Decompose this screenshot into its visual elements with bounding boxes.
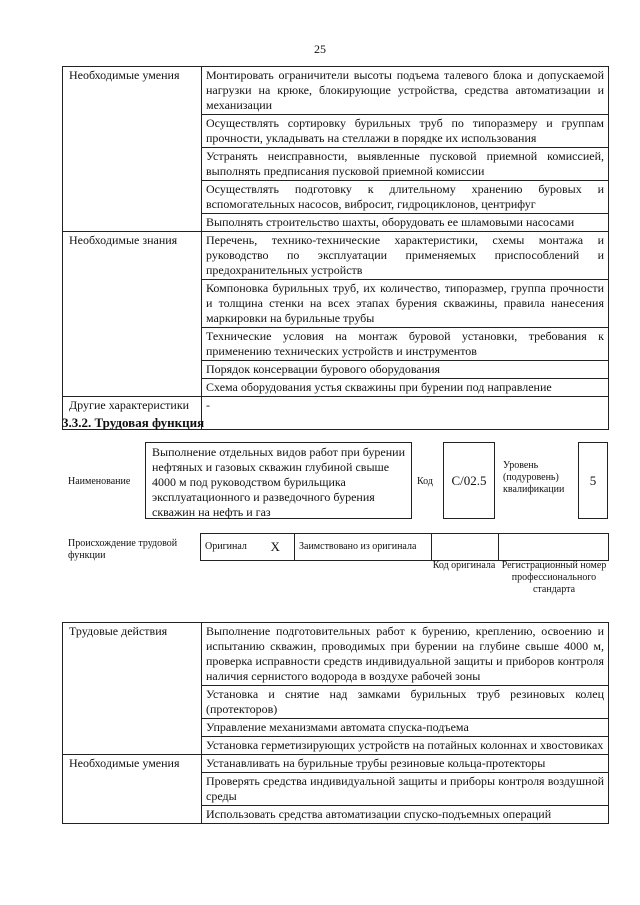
origin-code-cell [432, 534, 499, 561]
list-item: Установка и снятие над замками бурильных труб резиновых колец (протекторов) [202, 686, 609, 719]
level-label: Уровень (подуровень) квалификации [503, 460, 565, 495]
list-item: Управление механизмами автомата спуска-подъема [202, 719, 609, 737]
list-item: Перечень, технико-технические характеристики, схемы монтажа и руководство по эксплуатации применяемых приспособлений и предохранительных устройств [202, 232, 609, 280]
list-item: Установка герметизирующих устройств на потайных колоннах и хвостовиках [202, 737, 609, 755]
qualification-level: 5 [578, 442, 608, 519]
row-label: Необходимые умения [63, 755, 202, 824]
list-item: Выполнять строительство шахты, оборудовать ее шламовыми насосами [202, 214, 609, 232]
row-label: Другие характеристики [63, 397, 202, 430]
function-code: C/02.5 [443, 442, 495, 519]
row-label: Трудовые действия [63, 623, 202, 755]
original-label: Оригинал [201, 534, 257, 561]
origin-label: Происхождение трудовой функции [68, 538, 178, 561]
list-item: Устанавливать на бурильные трубы резиновые кольца-протекторы [202, 755, 609, 773]
labor-actions-table [62, 622, 609, 824]
requirements-table [62, 66, 609, 430]
section-heading: 3.3.2. Трудовая функция [62, 415, 205, 430]
list-item: Устранять неисправности, выявленные пусковой приемной комиссией, выполнять предписания пусковой приемной комиссии [202, 148, 609, 181]
original-mark: X [257, 534, 295, 561]
list-item: Выполнение подготовительных работ к бурению, креплению, освоению и испытанию скважин, проводимых при бурении на глубине свыше 4000 м, проверка исправности средств индивидуальной защиты и приборов контроля наличия сернистого водорода в воздухе рабочей зоны [202, 623, 609, 686]
list-item: Проверять средства индивидуальной защиты и приборы контроля воздушной среды [202, 773, 609, 806]
page-number: 25 [314, 42, 326, 56]
name-label: Наименование [68, 476, 131, 487]
list-item: Осуществлять подготовку к длительному хранению буровых и вспомогательных насосов, вибросит, гидроциклонов, центрифуг [202, 181, 609, 214]
table-row [63, 623, 609, 686]
row-label: Необходимые умения [63, 67, 202, 232]
list-item: Технические условия на монтаж буровой установки, требования к применению технических устройств и инструментов [202, 328, 609, 361]
list-item: Порядок консервации бурового оборудования [202, 361, 609, 379]
table-row [63, 67, 609, 115]
row-label: Необходимые знания [63, 232, 202, 397]
code-label: Код [417, 476, 433, 487]
origin-table [200, 533, 609, 561]
table-row [63, 755, 609, 773]
list-item: - [202, 397, 609, 430]
code-caption: Код оригинала [432, 560, 496, 571]
borrowed-label: Заимствовано из оригинала [295, 534, 432, 561]
reg-caption: Регистрационный номер профессионального стандарта [501, 560, 607, 595]
list-item: Использовать средства автоматизации спуско-подъемных операций [202, 806, 609, 824]
list-item: Схема оборудования устья скважины при бурении под направление [202, 379, 609, 397]
list-item: Компоновка бурильных труб, их количество, типоразмер, группа прочности и толщина стенки на всех этапах бурения скважины, правила нанесения маркировки на бурильные трубы [202, 280, 609, 328]
table-row [63, 232, 609, 280]
list-item: Монтировать ограничители высоты подъема талевого блока и допускаемой нагрузки на крюке, блокирующие устройства, средства автоматизации и механизации [202, 67, 609, 115]
list-item: Осуществлять сортировку бурильных труб по типоразмеру и группам прочности, укладывать на стеллажи в порядке их использования [202, 115, 609, 148]
reg-number-cell [499, 534, 609, 561]
function-name: Выполнение отдельных видов работ при бурении нефтяных и газовых скважин глубиной свыше 4000 м под руководством бурильщика эксплуатационного и разведочного бурения скважин на нефть и газ [145, 442, 412, 519]
